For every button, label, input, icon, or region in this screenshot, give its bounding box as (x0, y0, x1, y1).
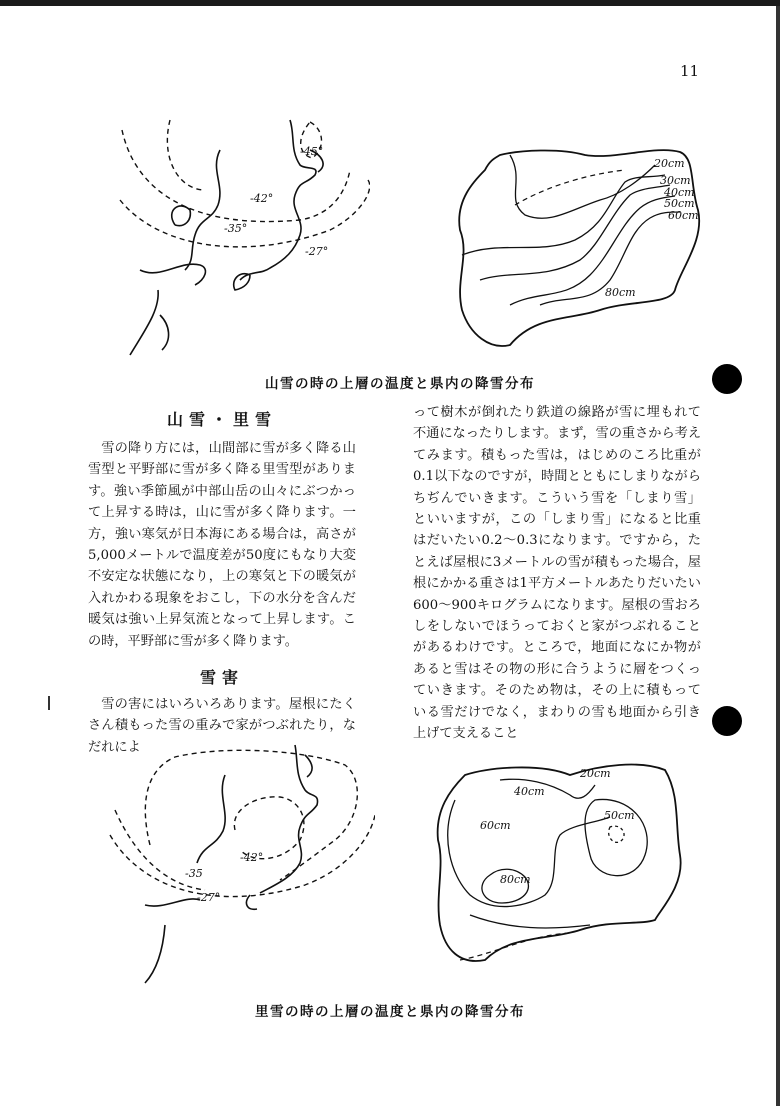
svg-text:-35°: -35° (224, 222, 248, 235)
svg-text:40cm: 40cm (514, 785, 545, 798)
svg-text:60cm: 60cm (668, 209, 699, 222)
top-japan-temperature-map (100, 110, 370, 360)
section-body-yamayuki: 雪の降り方には，山間部に雪が多く降る山雪型と平野部に雪が多く降る里雪型があります。強い季節風が中部山岳の山々にぶつかって上昇する時は，山に雪が多く降ります。一方，強い寒気が日本海にある場合は，高さが5,000メートルで温度差が50度にもなり大変不安定な状態になり，上の寒気と下の暖気が入れかわる現象をおこし，下の水分を含んだ暖気は強い上昇気流となって上昇します。この時，平野部に雪が多く降ります。 (88, 441, 356, 649)
svg-text:-45°: -45° (300, 145, 324, 158)
svg-text:-42°: -42° (250, 192, 274, 205)
svg-text:30cm: 30cm (660, 174, 691, 187)
svg-text:80cm: 80cm (500, 873, 531, 886)
binding-hole-top (712, 364, 742, 394)
left-text-column (88, 408, 356, 758)
svg-text:-27°: -27° (305, 245, 329, 258)
svg-text:-27°: -27° (197, 891, 221, 904)
bottom-figure-caption: 里雪の時の上層の温度と県内の降雪分布 (255, 1004, 525, 1020)
margin-mark (48, 696, 50, 710)
top-figure-caption: 山雪の時の上層の温度と県内の降雪分布 (265, 376, 535, 392)
svg-text:50cm: 50cm (664, 197, 695, 210)
top-prefecture-snowfall-map (450, 140, 710, 355)
section-heading-yamayuki-satoyuki: 山雪・里雪 (166, 410, 277, 429)
svg-text:-42°: -42° (240, 851, 264, 864)
binding-hole-bottom (712, 706, 742, 736)
svg-text:20cm: 20cm (654, 157, 685, 170)
svg-text:80cm: 80cm (605, 286, 636, 299)
bottom-japan-temperature-map (105, 735, 375, 985)
svg-text:-35: -35 (185, 867, 203, 880)
section-body-right: って樹木が倒れたり鉄道の線路が雪に埋もれて不通になったりします。まず，雪の重さから考えてみます。積もった雪は，はじめのころ比重が0.1以下なのですが，時間とともにしまりながらちぢんでいきます。こういう雪を「しまり雪」といいますが，この「しまり雪」になると比重はだいたい0.2～0.3になります。ですから，たとえば屋根に3メートルの雪が積もった場合，屋根にかかる重さは1平方メートルあたりだいたい600～900キログラムになります。屋根の雪おろしをしないでほうっておくと家がつぶれることがあるわけです。ところで，地面になにか物があると雪はその物の形に合うように層をつくっていきます。そのため物は，その上に積もっている雪だけでなく，まわりの雪も地面から引き上げて支えること (413, 405, 702, 742)
scan-top-border (0, 0, 780, 6)
bottom-prefecture-snowfall-map (430, 755, 690, 970)
page-number: 11 (680, 62, 700, 80)
svg-text:40cm: 40cm (664, 186, 695, 199)
svg-text:20cm: 20cm (580, 767, 611, 780)
section-heading-setsugai: 雪害 (199, 668, 244, 688)
section-body-setsugai: 雪の害にはいろいろあります。屋根にたくさん積もった雪の重みで家がつぶれたり，なだれによ (88, 697, 356, 755)
scan-right-border (776, 6, 780, 1106)
svg-text:50cm: 50cm (604, 809, 635, 822)
right-text-column (413, 402, 701, 745)
svg-text:60cm: 60cm (480, 819, 511, 832)
